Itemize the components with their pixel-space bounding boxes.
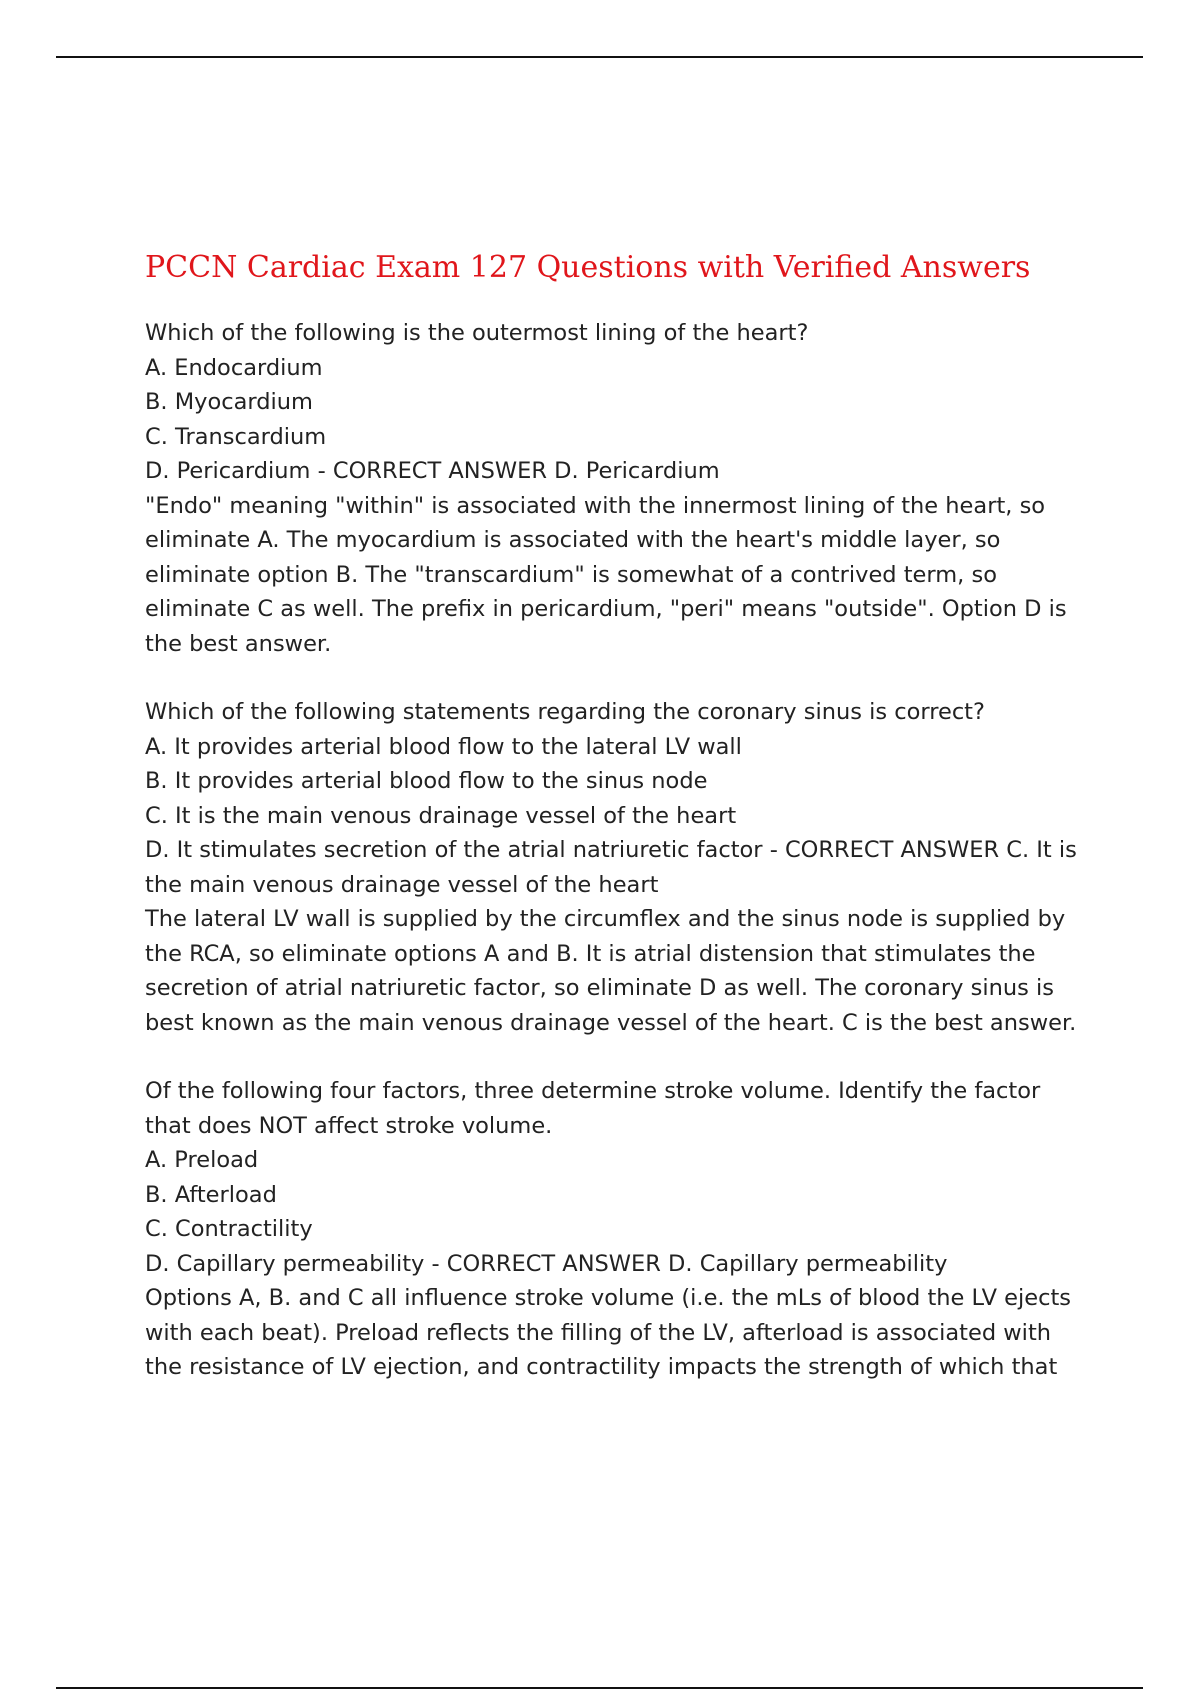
option-c: C. Contractility bbox=[145, 1216, 313, 1242]
explanation-line: Options A, B. and C all influence stroke volume (i.e. the mLs of blood the LV ejects bbox=[145, 1285, 1072, 1311]
option-a: A. It provides arterial blood flow to the lateral LV wall bbox=[145, 733, 742, 760]
option-d-with-answer: D. Pericardium - CORRECT ANSWER D. Pericardium bbox=[145, 458, 720, 484]
explanation-line: eliminate C as well. The prefix in pericardium, "peri" means "outside". Option D is bbox=[145, 596, 1067, 622]
option-a: A. Preload bbox=[145, 1147, 259, 1173]
explanation-line: best known as the main venous drainage vessel of the heart. C is the best answer. bbox=[145, 1009, 1077, 1036]
explanation-line: secretion of atrial natriuretic factor, so eliminate D as well. The coronary sinus is bbox=[145, 975, 1054, 1001]
question-text: Of the following four factors, three determine stroke volume. Identify the factor bbox=[145, 1078, 1041, 1104]
option-d-with-answer: D. Capillary permeability - CORRECT ANSWER D. Capillary permeability bbox=[145, 1250, 948, 1277]
option-c: C. Transcardium bbox=[145, 423, 327, 450]
question-text-continuation: that does NOT affect stroke volume. bbox=[145, 1112, 553, 1139]
footer-rule bbox=[56, 1687, 1143, 1689]
question-text: Which of the following statements regarding the coronary sinus is correct? bbox=[145, 699, 985, 725]
answer-continuation: the main venous drainage vessel of the heart bbox=[145, 871, 659, 898]
question-block-1 bbox=[145, 316, 1085, 661]
explanation-line: the resistance of LV ejection, and contractility impacts the strength of which that bbox=[145, 1354, 1058, 1380]
option-b: B. Myocardium bbox=[145, 389, 313, 415]
question-block-3 bbox=[145, 1074, 1085, 1385]
document-title: PCCN Cardiac Exam 127 Questions with Verified Answers bbox=[145, 250, 1031, 285]
question-block-2 bbox=[145, 695, 1085, 1040]
explanation-line: the RCA, so eliminate options A and B. It is atrial distension that stimulates the bbox=[145, 940, 1036, 967]
explanation-line: The lateral LV wall is supplied by the circumflex and the sinus node is supplied by bbox=[145, 906, 1066, 932]
explanation-line: with each beat). Preload reflects the filling of the LV, afterload is associated with bbox=[145, 1319, 1052, 1346]
explanation-line: eliminate option B. The "transcardium" is somewhat of a contrived term, so bbox=[145, 561, 997, 588]
option-c: C. It is the main venous drainage vessel of the heart bbox=[145, 802, 737, 829]
explanation-line: eliminate A. The myocardium is associated with the heart's middle layer, so bbox=[145, 527, 1001, 553]
explanation-line: "Endo" meaning "within" is associated with the innermost lining of the heart, so bbox=[145, 492, 1046, 519]
explanation-line: the best answer. bbox=[145, 630, 332, 657]
document-body bbox=[145, 248, 1085, 1419]
question-text: Which of the following is the outermost lining of the heart? bbox=[145, 320, 809, 346]
header-rule bbox=[56, 56, 1143, 58]
option-a: A. Endocardium bbox=[145, 354, 323, 381]
option-d-with-answer: D. It stimulates secretion of the atrial natriuretic factor - CORRECT ANSWER C. It is bbox=[145, 837, 1077, 863]
option-b: B. Afterload bbox=[145, 1181, 277, 1208]
option-b: B. It provides arterial blood flow to the sinus node bbox=[145, 768, 708, 794]
